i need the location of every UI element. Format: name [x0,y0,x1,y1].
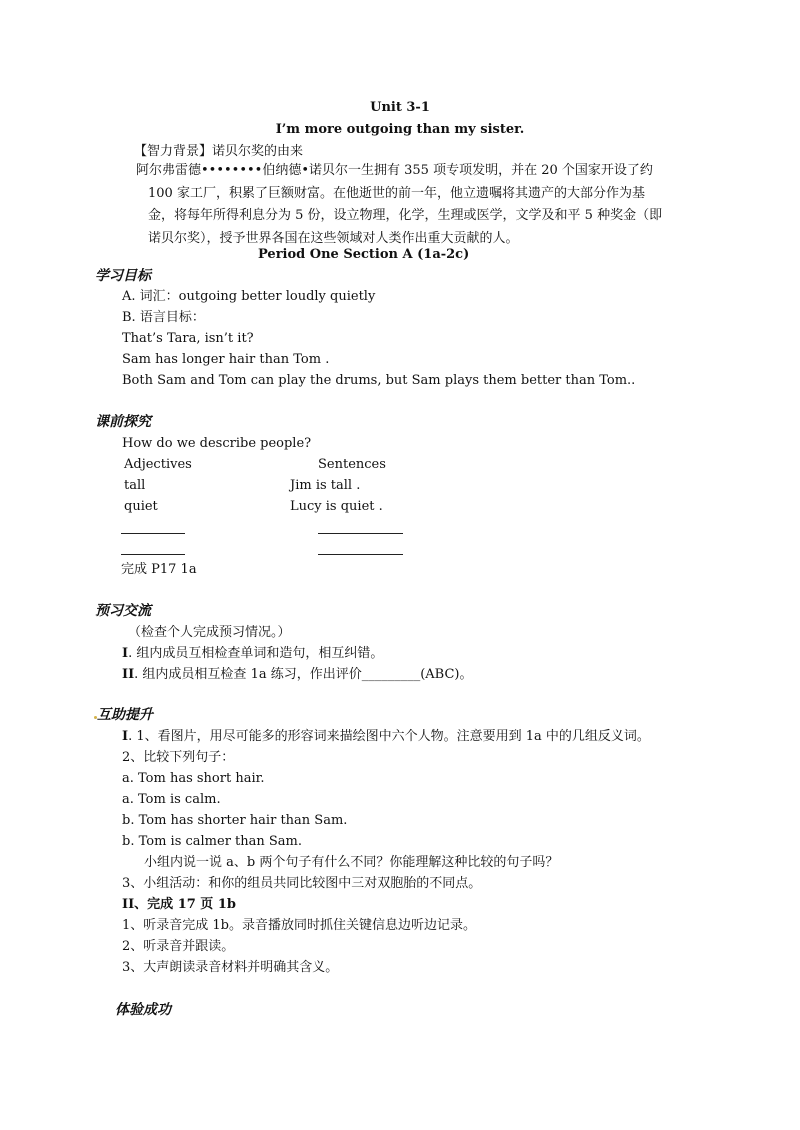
sentence-cell: Lucy is quiet . [290,499,383,514]
mutual-text: 小组内说一说 a、b 两个句子有什么不同？你能理解这种比较的句子吗？ [144,855,559,870]
mutual-subheading: II、完成 17 页 1b [122,897,236,912]
mutual-item: I. 1、看图片，用尽可能多的形容词来描绘图中六个人物。注意要用到 1a 中的几组反义词。 [122,729,650,744]
goals-sentence: That’s Tara, isn’t it? [122,331,254,346]
column-sentences: Sentences [318,457,386,472]
blank-line [318,554,403,555]
mutual-text: 3、小组活动：和你的组员共同比较图中三对双胞胎的不同点。 [122,876,482,891]
mutual-heading: 互助提升 [97,707,153,723]
mutual-text: 2、比较下列句子： [122,750,235,765]
adjective-cell: quiet [124,499,158,514]
lesson-title: I’m more outgoing than my sister. [275,122,525,137]
blank-line [121,554,185,555]
explore-heading: 课前探究 [95,414,151,430]
compare-sentence: a. Tom has short hair. [122,771,265,786]
listening-step: 1、听录音完成 1b。录音播放同时抓住关键信息边听边记录。 [122,918,476,933]
compare-sentence: a. Tom is calm. [122,792,221,807]
sentence-cell: Jim is tall . [290,478,361,493]
background-label: 【智力背景】诺贝尔奖的由来 [134,144,304,159]
listening-step: 2、听录音并跟读。 [122,939,235,954]
listening-step: 3、大声朗读录音材料并明确其含义。 [122,960,339,975]
blank-line [121,533,185,534]
goals-vocab: A. 词汇：outgoing better loudly quietly [122,289,376,304]
goals-language-label: B. 语言目标： [122,310,205,325]
period-title: Period One Section A (1a-2c) [258,247,470,262]
preview-note: （检查个人完成预习情况。） [128,625,291,640]
explore-complete: 完成 P17 1a [121,562,197,577]
preview-item: II. 组内成员相互检查 1a 练习，作出评价_________(ABC)。 [122,667,473,682]
goals-heading: 学习目标 [95,268,151,284]
compare-sentence: b. Tom is calmer than Sam. [122,834,303,849]
goals-sentence: Both Sam and Tom can play the drums, but Sam plays them better than Tom.. [122,373,636,388]
explore-question: How do we describe people? [122,436,312,451]
unit-title: Unit 3-1 [370,100,430,115]
column-adjectives: Adjectives [124,457,192,472]
compare-sentence: b. Tom has shorter hair than Sam. [122,813,348,828]
success-heading: 体验成功 [115,1002,171,1018]
blank-line [318,533,403,534]
background-paragraph: 阿尔弗雷德••••••••伯纳德•诺贝尔一生拥有 355 项专项发明，并在 20 个国家开设了约 100 家工厂，积累了巨额财富。在他逝世的前一年，他立遗嘱将其遗产的大部分作为基金，将每年所得利息分为 5 份，设立物理，化学，生理或医学，文学及和平 5 种奖金（即诺贝尔奖），授予世界各国在这些领域对人类作出重大贡献的人。 [136,163,663,246]
adjective-cell: tall [124,478,146,493]
preview-heading: 预习交流 [95,603,151,619]
preview-item: I. 组内成员互相检查单词和造句，相互纠错。 [122,646,384,661]
goals-sentence: Sam has longer hair than Tom . [122,352,330,367]
